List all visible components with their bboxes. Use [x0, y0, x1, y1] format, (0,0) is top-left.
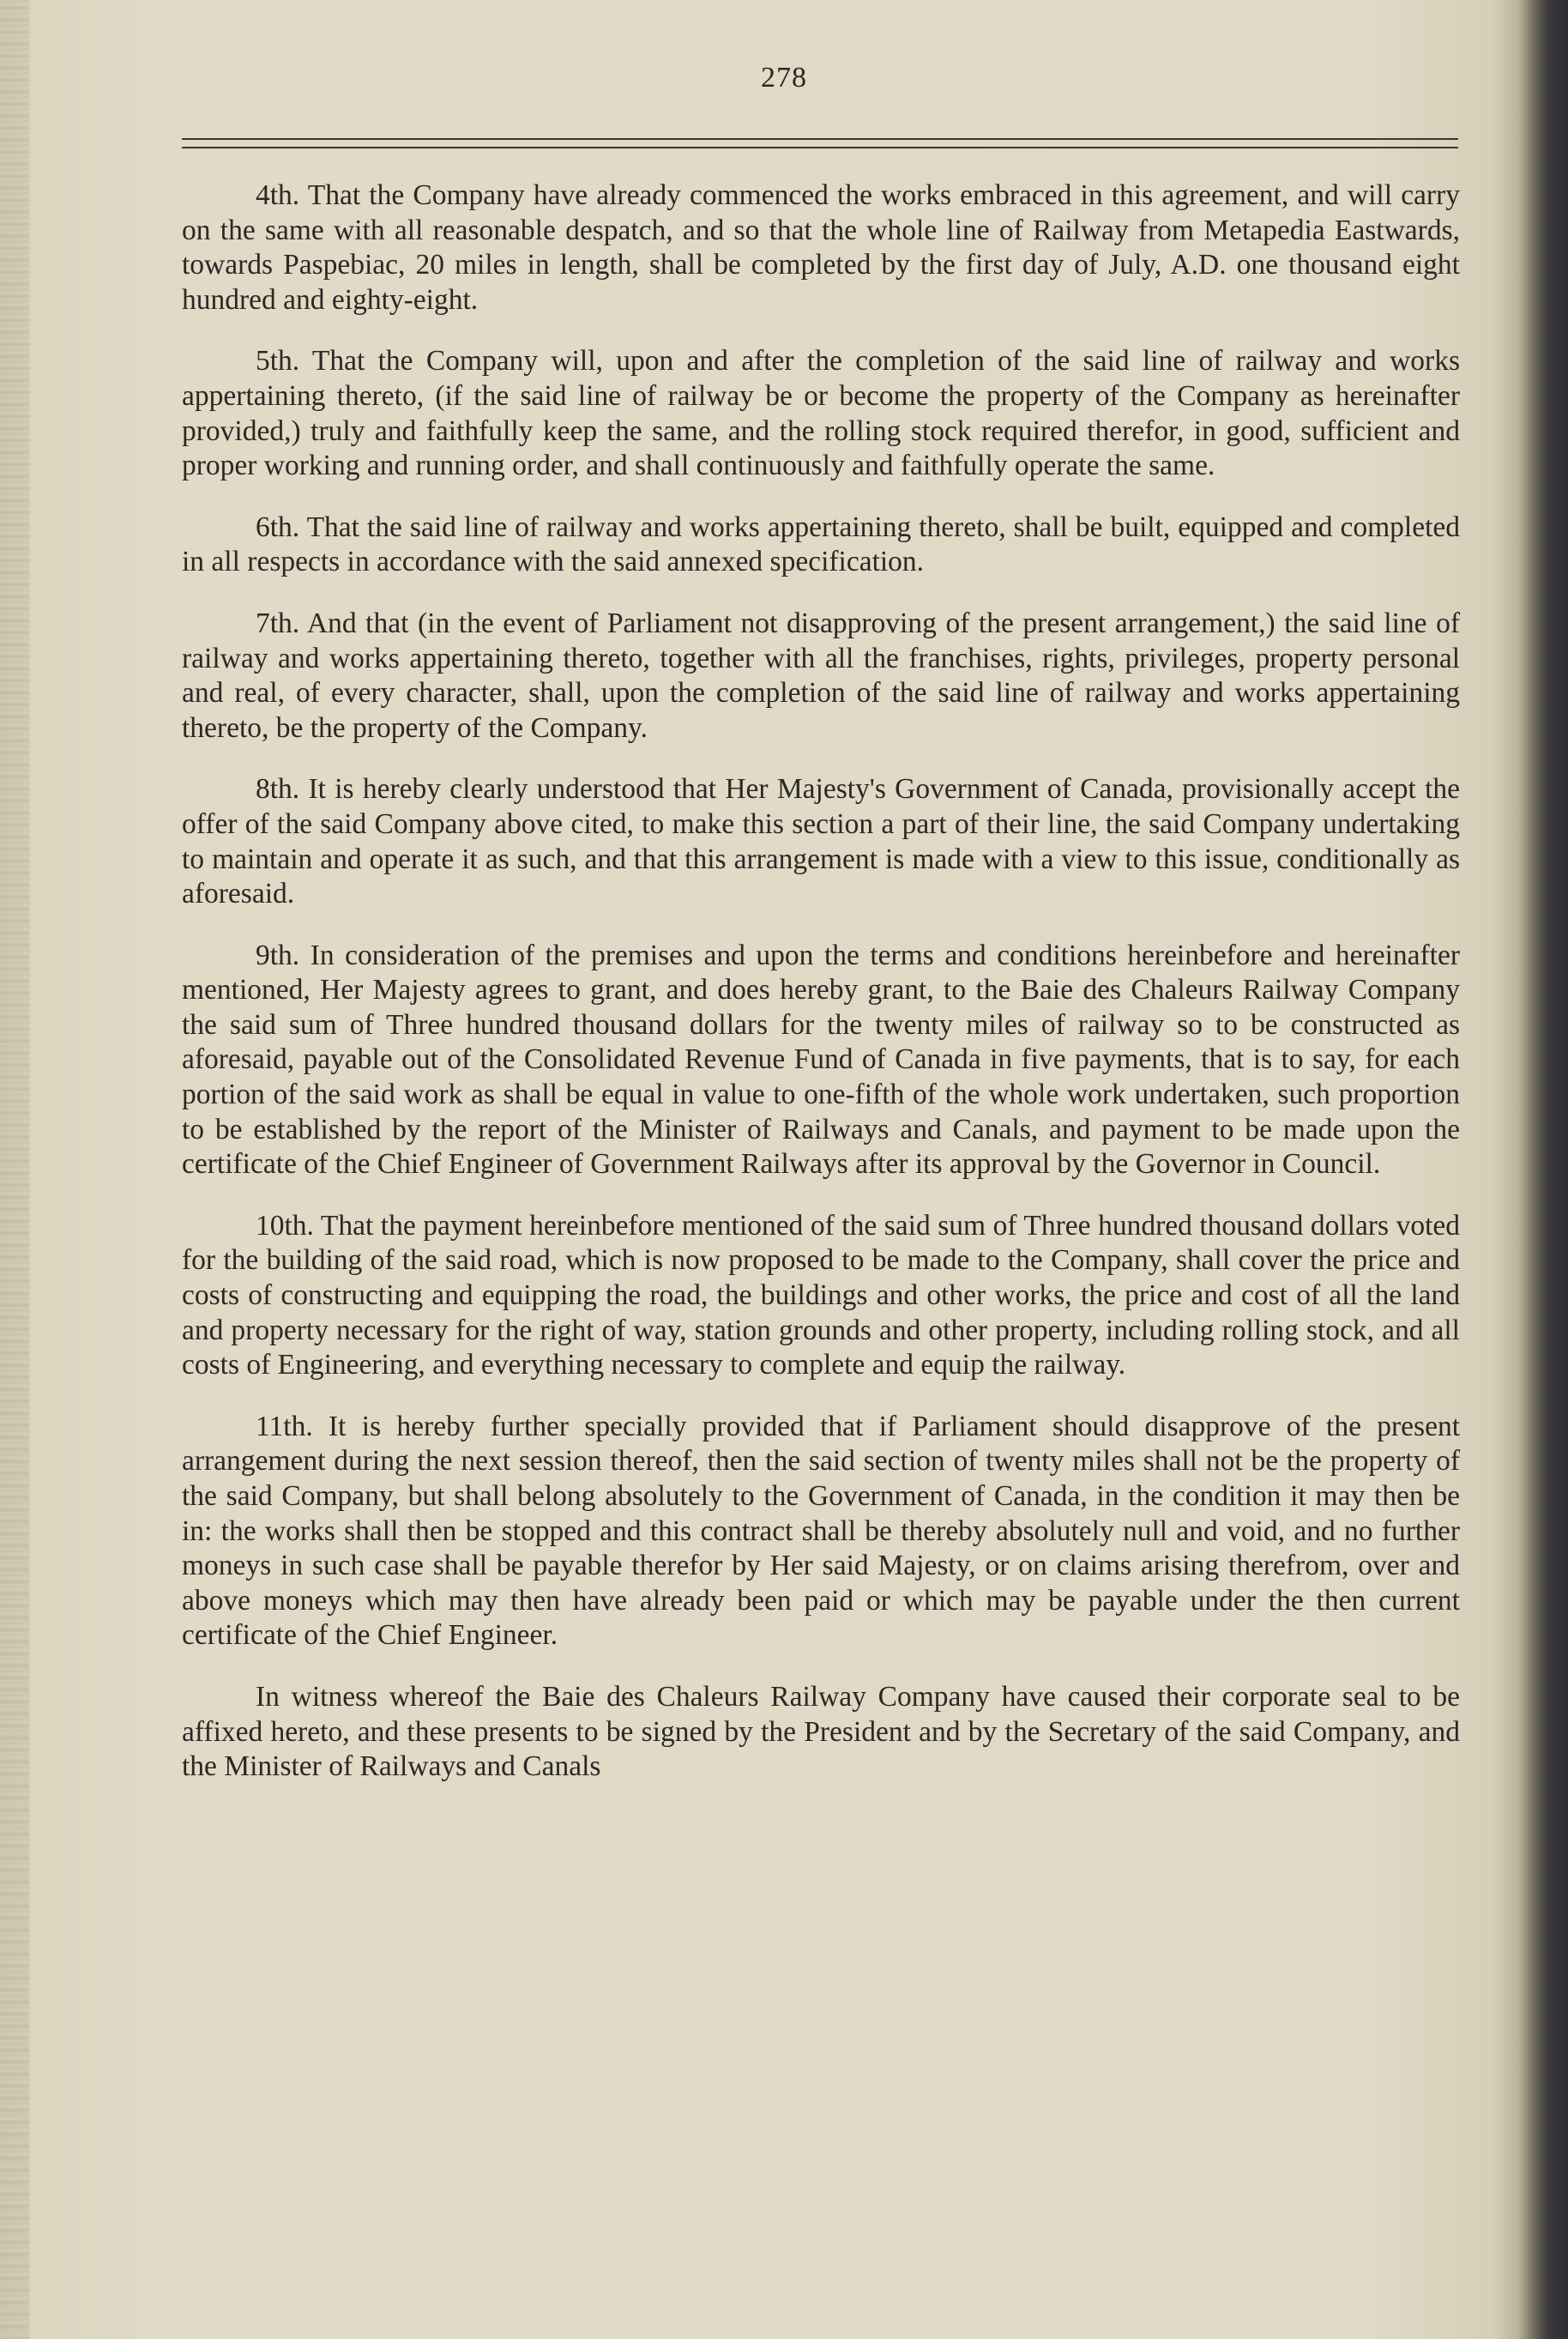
paragraph-witness: In witness whereof the Baie des Chaleurs Railway Company have caused their corporate seal to be affixed hereto, and these presents to be signed by the President and by the Secretary of the said Company, and the Minister of Railways and Canals [182, 1680, 1460, 1783]
paragraph-5th: 5th. That the Company will, upon and after the completion of the said line of railway and works appertaining thereto, (if the said line of railway be or become the property of the Company as hereinafter provided,) truly and faithfully keep the same, and the rolling stock required therefor, in good, sufficient and proper working and running order, and shall continuously and faithfully operate the same. [182, 345, 1460, 482]
page-number: 278 [761, 62, 807, 94]
header-rule-top [182, 138, 1458, 140]
paragraph-10th: 10th. That the payment hereinbefore mentioned of the said sum of Three hundred thousand dollars voted for the building of the said road, which is now proposed to be made to the Company, shall cover the price and costs of constructing and equipping the road, the buildings and other works, the price and cost of all the land and property necessary for the right of way, station grounds and other property, including rolling stock, and all costs of Engineering, and everything necessary to complete and equip the railway. [182, 1209, 1460, 1381]
paragraph-6th: 6th. That the said line of railway and works appertaining thereto, shall be built, equipped and completed in all respects in accordance with the said annexed specification. [182, 511, 1460, 578]
paragraph-8th: 8th. It is hereby clearly understood that Her Majesty's Government of Canada, provisionally accept the offer of the said Company above cited, to make this section a part of their line, the said Company undertaking to maintain and operate it as such, and that this arrangement is made with a view to this issue, conditionally as aforesaid. [182, 773, 1460, 910]
paragraph-11th: 11th. It is hereby further specially provided that if Parliament should disapprove of the present arrangement during the next session thereof, then the said section of twenty miles shall not be the property of the said Company, but shall belong absolutely to the Government of Canada, in the condition it may then be in: the works shall then be stopped and this contract shall be thereby absolutely null and void, and no further moneys in such case shall be payable therefor by Her said Majesty, or on claims arising therefrom, over and above moneys which may then have already been paid or which may be payable under the then current certificate of the Chief Engineer. [182, 1410, 1460, 1652]
paragraph-4th: 4th. That the Company have already commenced the works embraced in this agreement, and will carry on the same with all reasonable despatch, and so that the whole line of Railway from Metapedia Eastwards, towards Paspebiac, 20 miles in length, shall be completed by the first day of July, A.D. one thousand eight hundred and eighty-eight. [182, 179, 1460, 316]
header-rule-bottom [182, 147, 1458, 148]
paragraph-7th: 7th. And that (in the event of Parliament not disapproving of the present arrangement,) the said line of railway and works appertaining thereto, together with all the franchises, rights, privileges, property personal and real, of every character, shall, upon the completion of the said line of railway and works appertaining thereto, be the property of the Company. [182, 607, 1460, 744]
paragraph-9th: 9th. In consideration of the premises and upon the terms and conditions hereinbefore and hereinafter mentioned, Her Majesty agrees to grant, and does hereby grant, to the Baie des Chaleurs Railway Company the said sum of Three hundred thousand dollars for the twenty miles of railway so to be constructed as aforesaid, payable out of the Consolidated Revenue Fund of Canada in five payments, that is to say, for each portion of the said work as shall be equal in value to one-fifth of the whole work undertaken, such proportion to be established by the report of the Minister of Railways and Canals, and payment to be made upon the certificate of the Chief Engineer of Government Railways after its approval by the Governor in Council. [182, 939, 1460, 1181]
body-text [182, 178, 1460, 1811]
page-left-edge [0, 0, 29, 2339]
